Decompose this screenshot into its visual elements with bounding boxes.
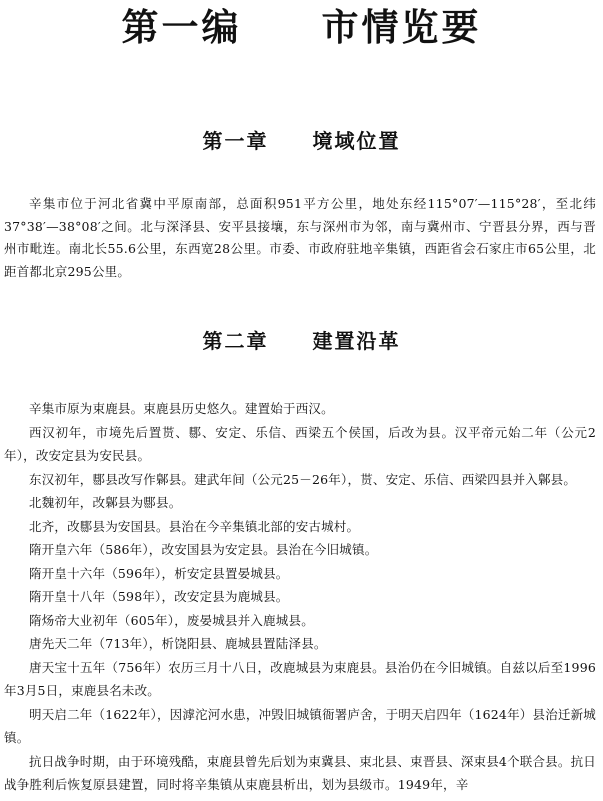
chapter-2-body bbox=[4, 397, 596, 797]
paragraph: 唐先天二年（713年），析饶阳县、鹿城县置陆泽县。 bbox=[29, 636, 327, 651]
paragraph: 东汉初年，郻县改写作鄡县。建武年间（公元25－26年），贳、安定、乐信、西梁四县并入鄡县。 bbox=[29, 471, 577, 487]
paragraph: 抗日战争时期，由于环境残酷，束鹿县曾先后划为束冀县、束北县、束晋县、深束县4个联合县。抗日战争胜利后恢复原县建置，同时将辛集镇从束鹿县析出，划为县级市。1949年，辛 bbox=[4, 753, 596, 792]
paragraph: 明天启二年（1622年），因滹沱河水患，冲毁旧城镇衙署庐舍，于明天启四年（1624年）县治迁新城镇。 bbox=[4, 706, 596, 745]
part-title: 第一编 市情览要 bbox=[121, 6, 482, 49]
paragraph: 隋开皇六年（586年），改安国县为安定县。县治在今旧城镇。 bbox=[29, 542, 378, 557]
paragraph: 隋炀帝大业初年（605年），废晏城县并入鹿城县。 bbox=[29, 612, 314, 628]
paragraph: 西汉初年，市境先后置贳、郻、安定、乐信、西梁五个侯国，后改为县。汉平帝元始二年（公元2年），改安定县为安民县。 bbox=[4, 424, 596, 463]
chapter-1-title: 第一章 境域位置 bbox=[202, 129, 401, 153]
paragraph: 北齐，改郻县为安国县。县治在今辛集镇北部的安古城村。 bbox=[29, 518, 360, 534]
paragraph: 辛集市位于河北省冀中平原南部，总面积951平方公里，地处东经115°07′—115°28′，至北纬37°38′—38°08′之间。北与深泽县、安平县接壤，东与深州市为邻，南与冀州市、宁晋县分界，西与晋州市毗连。南北长55.6公里，东西宽28公里。市委、市政府驻地辛集镇，西距省会石家庄市65公里，北距首都北京295公里。 bbox=[4, 196, 596, 279]
paragraph: 北魏初年，改鄡县为郻县。 bbox=[29, 495, 182, 510]
paragraph: 隋开皇十八年（598年），改安定县为鹿城县。 bbox=[29, 589, 289, 604]
chapter-2-title: 第二章 建置沿革 bbox=[202, 329, 401, 353]
chapter-1-body bbox=[4, 193, 596, 283]
paragraph: 隋开皇十六年（596年），析安定县置晏城县。 bbox=[29, 565, 289, 581]
paragraph: 辛集市原为束鹿县。束鹿县历史悠久。建置始于西汉。 bbox=[29, 401, 334, 416]
paragraph: 唐天宝十五年（756年）农历三月十八日，改鹿城县为束鹿县。县治仍在今旧城镇。自兹以后至1996年3月5日，束鹿县名未改。 bbox=[4, 659, 596, 698]
